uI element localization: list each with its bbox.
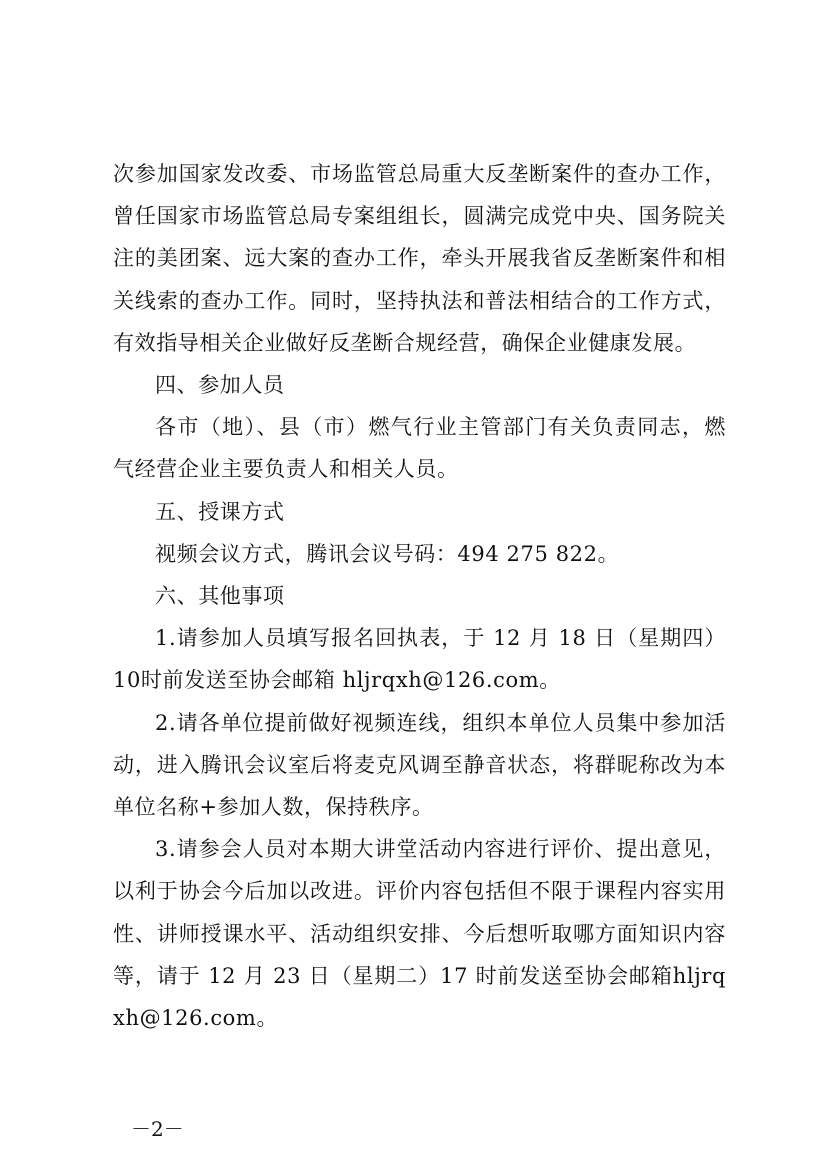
section-heading-participants: 四、参加人员 <box>155 373 285 398</box>
paragraph-item-2: 2.请各单位提前做好视频连线，组织本单位人员集中参加活动，进入腾讯会议室后将麦克风调至静音状态，将群昵称改为本单位名称+参加人数，保持秩序。 <box>113 710 726 820</box>
document-body <box>113 153 726 1039</box>
section-heading-other-matters: 六、其他事项 <box>155 584 285 609</box>
page-number: －2－ <box>131 1117 184 1141</box>
paragraph-continuation: 次参加国家发改委、市场监管总局重大反垄断案件的查办工作，曾任国家市场监管总局专案组组长，圆满完成党中央、国务院关注的美团案、远大案的查办工作，牵头开展我省反垄断案件和相关线索的查办工作。同时，坚持执法和普法相结合的工作方式，有效指导相关企业做好反垄断合规经营，确保企业健康发展。 <box>113 162 726 355</box>
paragraph-teaching-method: 视频会议方式，腾讯会议号码：494 275 822。 <box>155 541 620 566</box>
paragraph-item-3: 3.请参会人员对本期大讲堂活动内容进行评价、提出意见，以利于协会今后加以改进。评价内容包括但不限于课程内容实用性、讲师授课水平、活动组织安排、今后想听取哪方面知识内容等，请于 12 月 23 日（星期二）17 时前发送至协会邮箱hljrqxh@126.com。 <box>113 837 726 1031</box>
paragraph-participants: 各市（地）、县（市）燃气行业主管部门有关负责同志，燃气经营企业主要负责人和相关人员。 <box>113 415 726 482</box>
paragraph-item-1: 1.请参加人员填写报名回执表，于 12 月 18 日（星期四）10时前发送至协会邮箱 hljrqxh@126.com。 <box>113 626 726 693</box>
section-heading-teaching-method: 五、授课方式 <box>155 499 285 524</box>
